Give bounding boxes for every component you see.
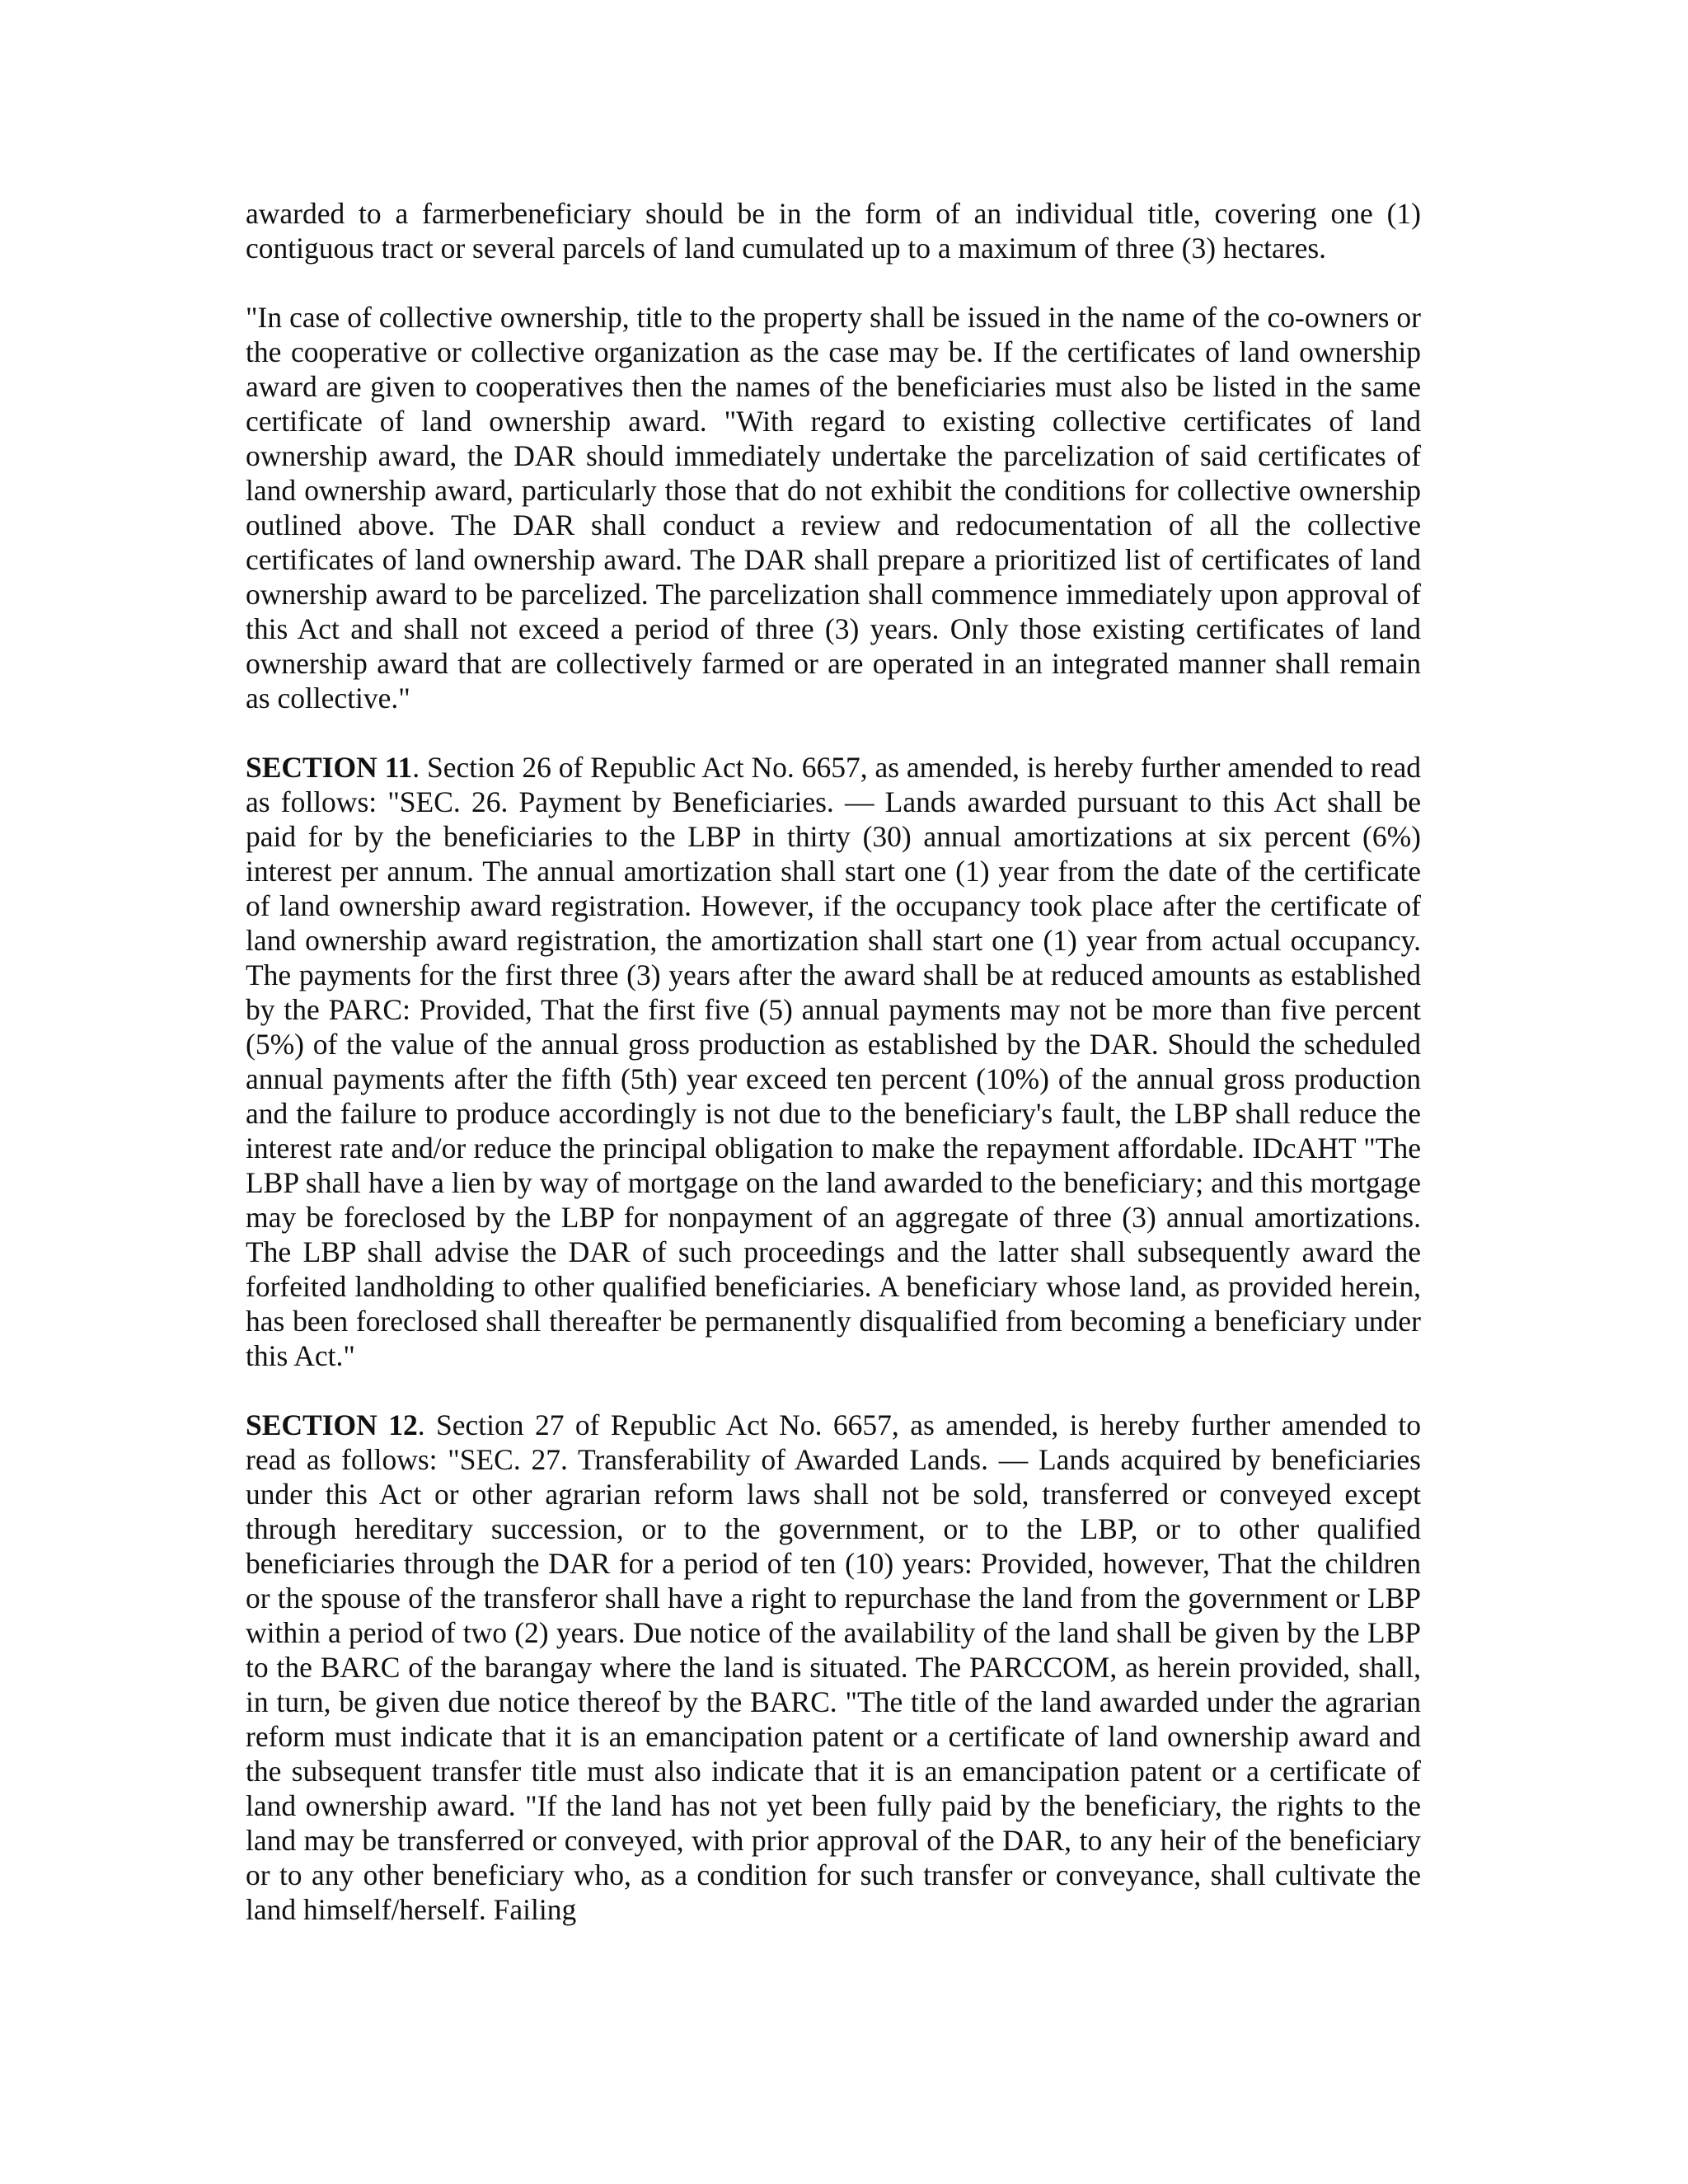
paragraph-section-11 xyxy=(246,750,1421,1373)
section-heading: SECTION 11 xyxy=(246,751,413,784)
paragraph-text: . Section 26 of Republic Act No. 6657, as amended, is hereby further amended to read as follows: "SEC. 26. Payment by Beneficiaries. — Lands awarded pursuant to this Act shall be paid for by the beneficiaries to the LBP in thirty (30) annual amortizations at six percent (6%) interest per annum. The annual amortization shall start one (1) year from the date of the certificate of land ownership award registration. However, if the occupancy took place after the certificate of land ownership award registration, the amortization shall start one (1) year from actual occupancy. The payments for the first three (3) years after the award shall be at reduced amounts as established by the PARC: Provided, That the first five (5) annual payments may not be more than five percent (5%) of the value of the annual gross production as established by the DAR. Should the scheduled annual payments after the fifth (5th) year exceed ten percent (10%) of the annual gross production and the failure to produce accordingly is not due to the beneficiary's fault, the LBP shall reduce the interest rate and/or reduce the principal obligation to make the repayment affordable. IDcAHT "The LBP shall have a lien by way of mortgage on the land awarded to the beneficiary; and this mortgage may be foreclosed by the LBP for nonpayment of an aggregate of three (3) annual amortizations. The LBP shall advise the DAR of such proceedings and the latter shall subsequently award the forfeited landholding to other qualified beneficiaries. A beneficiary whose land, as provided herein, has been foreclosed shall thereafter be permanently disqualified from becoming a beneficiary under this Act." xyxy=(246,751,1422,1372)
paragraph-intro xyxy=(246,196,1421,265)
document-page xyxy=(246,196,1421,1927)
paragraph-collective-ownership xyxy=(246,300,1421,715)
section-heading: SECTION 12 xyxy=(246,1408,418,1441)
paragraph-text: awarded to a farmerbeneficiary should be in the form of an individual title, covering one (1) contiguous tract or several parcels of land cumulated up to a maximum of three (3) hectares. xyxy=(246,197,1421,265)
paragraph-text: "In case of collective ownership, title to the property shall be issued in the name of the co-owners or the cooperative or collective organization as the case may be. If the certificates of land ownership award are given to cooperatives then the names of the beneficiaries must also be listed in the same certificate of land ownership award. "With regard to existing collective certificates of land ownership award, the DAR should immediately undertake the parcelization of said certificates of land ownership award, particularly those that do not exhibit the conditions for collective ownership outlined above. The DAR shall conduct a review and redocumentation of all the collective certificates of land ownership award. The DAR shall prepare a prioritized list of certificates of land ownership award to be parcelized. The parcelization shall commence immediately upon approval of this Act and shall not exceed a period of three (3) years. Only those existing certificates of land ownership award that are collectively farmed or are operated in an integrated manner shall remain as collective." xyxy=(246,301,1421,715)
paragraph-section-12 xyxy=(246,1408,1421,1927)
paragraph-text: . Section 27 of Republic Act No. 6657, as amended, is hereby further amended to read as follows: "SEC. 27. Transferability of Awarded Lands. — Lands acquired by beneficiaries under this Act or other agrarian reform laws shall not be sold, transferred or conveyed except through hereditary succession, or to the government, or to the LBP, or to other qualified beneficiaries through the DAR for a period of ten (10) years: Provided, however, That the children or the spouse of the transferor shall have a right to repurchase the land from the government or LBP within a period of two (2) years. Due notice of the availability of the land shall be given by the LBP to the BARC of the barangay where the land is situated. The PARCCOM, as herein provided, shall, in turn, be given due notice thereof by the BARC. "The title of the land awarded under the agrarian reform must indicate that it is an emancipation patent or a certificate of land ownership award and the subsequent transfer title must also indicate that it is an emancipation patent or a certificate of land ownership award. "If the land has not yet been fully paid by the beneficiary, the rights to the land may be transferred or conveyed, with prior approval of the DAR, to any heir of the beneficiary or to any other beneficiary who, as a condition for such transfer or conveyance, shall cultivate the land himself/herself. Failing xyxy=(246,1408,1421,1926)
